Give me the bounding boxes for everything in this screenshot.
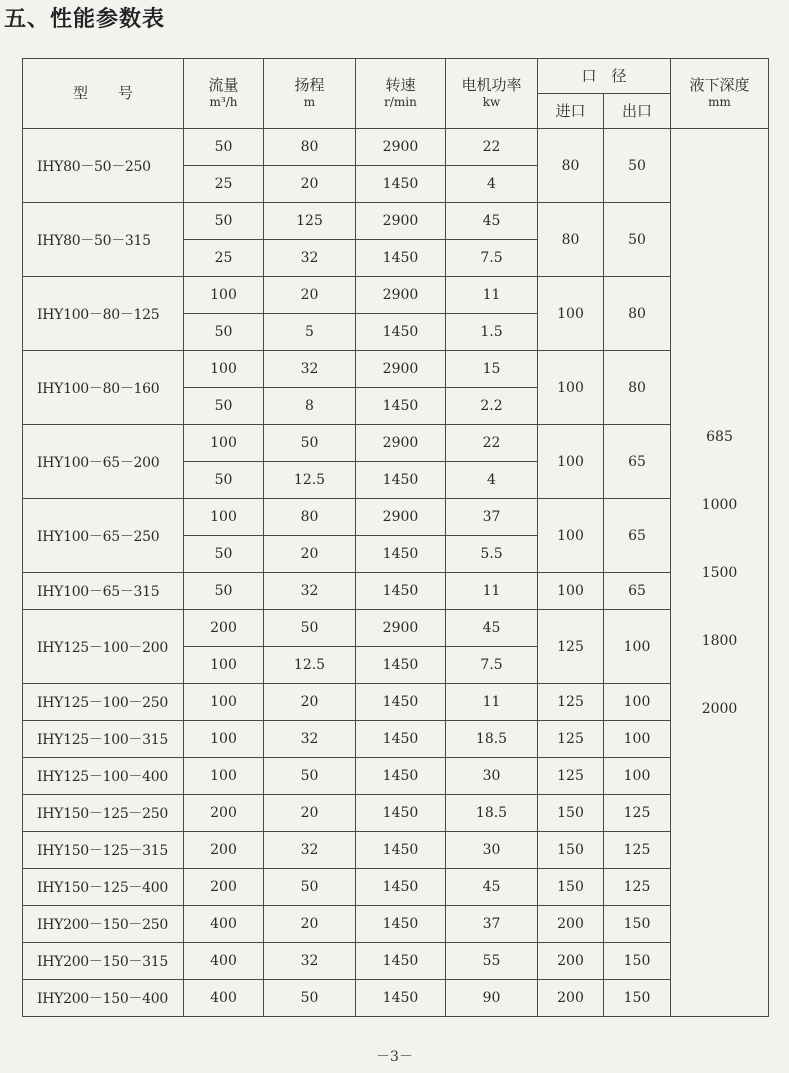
speed-cell: 2900 <box>356 351 446 388</box>
inlet-cell: 80 <box>538 203 604 277</box>
head-cell: 20 <box>264 906 356 943</box>
power-cell: 5.5 <box>446 536 538 573</box>
power-cell: 1.5 <box>446 314 538 351</box>
flow-cell: 100 <box>184 499 264 536</box>
flow-cell: 100 <box>184 758 264 795</box>
head-cell: 80 <box>264 129 356 166</box>
inlet-cell: 100 <box>538 425 604 499</box>
outlet-cell: 150 <box>604 980 671 1017</box>
header-head: 扬程 m <box>264 59 356 129</box>
inlet-cell: 125 <box>538 610 604 684</box>
outlet-cell: 100 <box>604 758 671 795</box>
header-speed: 转速 r/min <box>356 59 446 129</box>
head-cell: 50 <box>264 869 356 906</box>
head-cell: 50 <box>264 980 356 1017</box>
outlet-cell: 65 <box>604 499 671 573</box>
page-title: 五、性能参数表 <box>4 7 166 32</box>
inlet-cell: 100 <box>538 573 604 610</box>
flow-cell: 400 <box>184 943 264 980</box>
depth-values <box>671 429 768 769</box>
speed-cell: 1450 <box>356 795 446 832</box>
table-row <box>23 869 769 906</box>
head-cell: 80 <box>264 499 356 536</box>
speed-cell: 2900 <box>356 610 446 647</box>
head-cell: 20 <box>264 536 356 573</box>
table-row <box>23 795 769 832</box>
flow-cell: 400 <box>184 906 264 943</box>
flow-cell: 50 <box>184 462 264 499</box>
depth-value: 1500 <box>701 565 738 581</box>
speed-cell: 2900 <box>356 277 446 314</box>
head-cell: 50 <box>264 758 356 795</box>
model-cell: IHY200－150－250 <box>23 906 184 943</box>
speed-cell: 1450 <box>356 166 446 203</box>
speed-cell: 1450 <box>356 647 446 684</box>
header-power: 电机功率 kw <box>446 59 538 129</box>
outlet-cell: 65 <box>604 573 671 610</box>
outlet-cell: 125 <box>604 869 671 906</box>
speed-cell: 1450 <box>356 980 446 1017</box>
speed-cell: 1450 <box>356 314 446 351</box>
model-cell: IHY125－100－315 <box>23 721 184 758</box>
inlet-cell: 100 <box>538 499 604 573</box>
model-cell: IHY100－65－200 <box>23 425 184 499</box>
power-cell: 55 <box>446 943 538 980</box>
head-cell: 12.5 <box>264 647 356 684</box>
outlet-cell: 50 <box>604 129 671 203</box>
speed-cell: 2900 <box>356 499 446 536</box>
flow-cell: 200 <box>184 832 264 869</box>
model-cell: IHY80－50－315 <box>23 203 184 277</box>
model-cell: IHY100－80－160 <box>23 351 184 425</box>
inlet-cell: 125 <box>538 758 604 795</box>
power-cell: 45 <box>446 610 538 647</box>
outlet-cell: 125 <box>604 795 671 832</box>
power-cell: 30 <box>446 832 538 869</box>
flow-cell: 50 <box>184 573 264 610</box>
flow-cell: 50 <box>184 129 264 166</box>
model-cell: IHY150－125－315 <box>23 832 184 869</box>
head-cell: 5 <box>264 314 356 351</box>
speed-cell: 1450 <box>356 906 446 943</box>
header-outlet: 出口 <box>604 94 671 129</box>
inlet-cell: 200 <box>538 906 604 943</box>
flow-cell: 50 <box>184 314 264 351</box>
inlet-cell: 150 <box>538 795 604 832</box>
depth-value: 1800 <box>701 633 738 649</box>
speed-cell: 1450 <box>356 758 446 795</box>
inlet-cell: 100 <box>538 351 604 425</box>
head-cell: 8 <box>264 388 356 425</box>
header-depth: 液下深度 mm <box>671 59 769 129</box>
outlet-cell: 150 <box>604 943 671 980</box>
model-cell: IHY125－100－400 <box>23 758 184 795</box>
model-cell: IHY100－80－125 <box>23 277 184 351</box>
flow-cell: 50 <box>184 203 264 240</box>
header-inlet: 进口 <box>538 94 604 129</box>
flow-cell: 400 <box>184 980 264 1017</box>
speed-cell: 1450 <box>356 943 446 980</box>
depth-cell <box>671 129 769 1017</box>
flow-cell: 25 <box>184 240 264 277</box>
flow-cell: 100 <box>184 647 264 684</box>
outlet-cell: 125 <box>604 832 671 869</box>
head-cell: 20 <box>264 277 356 314</box>
head-cell: 50 <box>264 425 356 462</box>
head-cell: 20 <box>264 684 356 721</box>
inlet-cell: 200 <box>538 943 604 980</box>
outlet-cell: 80 <box>604 351 671 425</box>
flow-cell: 50 <box>184 536 264 573</box>
head-cell: 125 <box>264 203 356 240</box>
model-cell: IHY125－100－250 <box>23 684 184 721</box>
power-cell: 22 <box>446 129 538 166</box>
model-cell: IHY100－65－315 <box>23 573 184 610</box>
table-row <box>23 425 769 462</box>
head-cell: 32 <box>264 943 356 980</box>
depth-value: 1000 <box>701 497 738 513</box>
header-caliber: 口 径 <box>538 59 671 94</box>
depth-value: 2000 <box>701 701 738 717</box>
head-cell: 32 <box>264 240 356 277</box>
table-row <box>23 499 769 536</box>
speed-cell: 1450 <box>356 684 446 721</box>
inlet-cell: 80 <box>538 129 604 203</box>
speed-cell: 1450 <box>356 462 446 499</box>
inlet-cell: 100 <box>538 277 604 351</box>
speed-cell: 2900 <box>356 425 446 462</box>
power-cell: 4 <box>446 462 538 499</box>
power-cell: 11 <box>446 684 538 721</box>
power-cell: 45 <box>446 203 538 240</box>
speed-cell: 1450 <box>356 240 446 277</box>
power-cell: 4 <box>446 166 538 203</box>
power-cell: 7.5 <box>446 647 538 684</box>
head-cell: 32 <box>264 832 356 869</box>
power-cell: 37 <box>446 906 538 943</box>
flow-cell: 200 <box>184 795 264 832</box>
outlet-cell: 150 <box>604 906 671 943</box>
table-row <box>23 610 769 647</box>
power-cell: 2.2 <box>446 388 538 425</box>
head-cell: 50 <box>264 610 356 647</box>
power-cell: 37 <box>446 499 538 536</box>
power-cell: 90 <box>446 980 538 1017</box>
model-cell: IHY150－125－400 <box>23 869 184 906</box>
flow-cell: 100 <box>184 684 264 721</box>
outlet-cell: 50 <box>604 203 671 277</box>
head-cell: 12.5 <box>264 462 356 499</box>
flow-cell: 100 <box>184 425 264 462</box>
flow-cell: 200 <box>184 610 264 647</box>
flow-cell: 25 <box>184 166 264 203</box>
depth-value: 685 <box>706 429 733 445</box>
power-cell: 22 <box>446 425 538 462</box>
inlet-cell: 125 <box>538 721 604 758</box>
inlet-cell: 200 <box>538 980 604 1017</box>
head-cell: 20 <box>264 795 356 832</box>
flow-cell: 100 <box>184 351 264 388</box>
outlet-cell: 100 <box>604 610 671 684</box>
power-cell: 15 <box>446 351 538 388</box>
table-row <box>23 277 769 314</box>
power-cell: 11 <box>446 277 538 314</box>
inlet-cell: 150 <box>538 832 604 869</box>
table-row <box>23 980 769 1017</box>
power-cell: 7.5 <box>446 240 538 277</box>
speed-cell: 1450 <box>356 832 446 869</box>
outlet-cell: 65 <box>604 425 671 499</box>
table-row <box>23 129 769 166</box>
flow-cell: 200 <box>184 869 264 906</box>
table-row <box>23 721 769 758</box>
model-cell: IHY200－150－400 <box>23 980 184 1017</box>
flow-cell: 100 <box>184 721 264 758</box>
page-number: －3－ <box>376 1049 413 1065</box>
speed-cell: 1450 <box>356 869 446 906</box>
power-cell: 18.5 <box>446 795 538 832</box>
outlet-cell: 80 <box>604 277 671 351</box>
model-cell: IHY100－65－250 <box>23 499 184 573</box>
table-row <box>23 906 769 943</box>
model-cell: IHY80－50－250 <box>23 129 184 203</box>
head-cell: 32 <box>264 721 356 758</box>
model-cell: IHY150－125－250 <box>23 795 184 832</box>
table-row <box>23 943 769 980</box>
header-model: 型 号 <box>23 59 184 129</box>
speed-cell: 1450 <box>356 536 446 573</box>
speed-cell: 1450 <box>356 388 446 425</box>
table-row <box>23 573 769 610</box>
model-cell: IHY200－150－315 <box>23 943 184 980</box>
power-cell: 18.5 <box>446 721 538 758</box>
flow-cell: 100 <box>184 277 264 314</box>
inlet-cell: 150 <box>538 869 604 906</box>
power-cell: 11 <box>446 573 538 610</box>
table-row <box>23 832 769 869</box>
speed-cell: 2900 <box>356 203 446 240</box>
table-row <box>23 684 769 721</box>
head-cell: 20 <box>264 166 356 203</box>
flow-cell: 50 <box>184 388 264 425</box>
table-row <box>23 351 769 388</box>
inlet-cell: 125 <box>538 684 604 721</box>
speed-cell: 1450 <box>356 721 446 758</box>
model-cell: IHY125－100－200 <box>23 610 184 684</box>
speed-cell: 1450 <box>356 573 446 610</box>
table-row <box>23 203 769 240</box>
outlet-cell: 100 <box>604 721 671 758</box>
power-cell: 30 <box>446 758 538 795</box>
head-cell: 32 <box>264 573 356 610</box>
outlet-cell: 100 <box>604 684 671 721</box>
speed-cell: 2900 <box>356 129 446 166</box>
table-row <box>23 758 769 795</box>
header-flow: 流量 m³/h <box>184 59 264 129</box>
head-cell: 32 <box>264 351 356 388</box>
power-cell: 45 <box>446 869 538 906</box>
performance-parameter-table <box>22 58 769 1017</box>
